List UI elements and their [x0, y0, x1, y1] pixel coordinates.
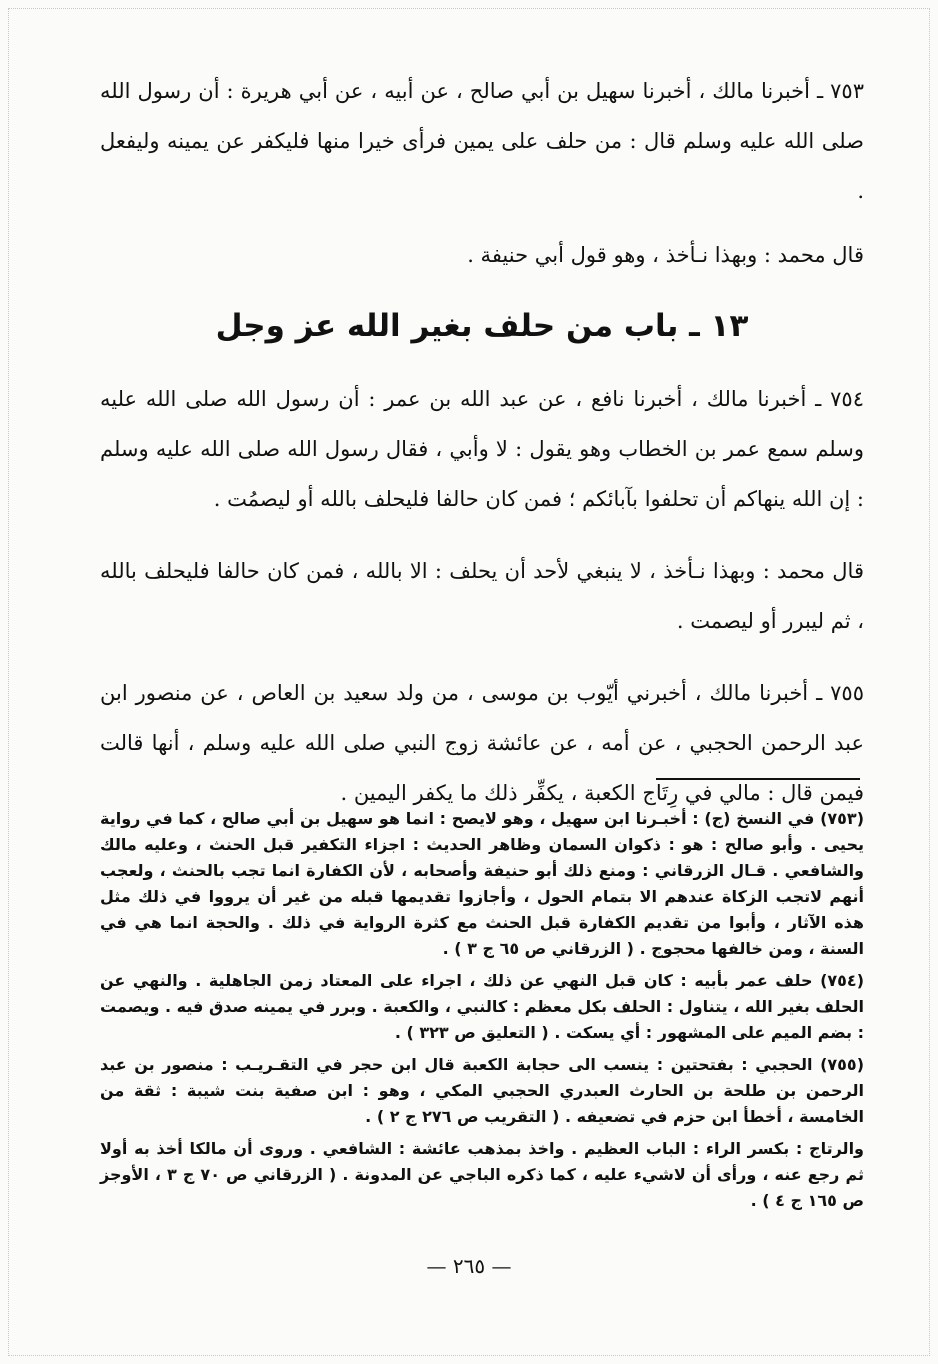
footnote-753: (٧٥٣) في النسخ (ج) : أخبـرنا ابن سهيل ، وهو لايصح : انما هو سهيل بن أبي صالح ، كما في رواية يحيى . وأبو صالح : هو : ذكوان السمان وظاهر الحديث : اجزاء التكفير قبل الحنث ، وعليه مالك والشافعي . قـال الزرقاني : ومنع ذلك أبو حنيفة وأصحابه ، لأن الكفارة انما تجب بالحنث ، ولعجب أنهم لاتجب الزكاة عندهم الا بتمام الحول ، وأجازوا تقديمها قبله من غير أن يرووا في ذلك مثل هذه الآثار ، وأبوا من تقديم الكفارة قبل الحنث مع كثرة الرواية في ذلك . والحجة انما هي في السنة ، ومن خالفها محجوج . ( الزرقاني ص ٦٥ ج ٣ ) . [100, 809, 864, 958]
footnotes [100, 806, 864, 1220]
footnote-755: (٧٥٥) الحجبي : بفتحتين : ينسب الى حجابة الكعبة قال ابن حجر في التقـريـب : منصور بن عبد الرحمن بن طلحة بن الحارث العبدري الحجبي المكي ، وهو : ابن صفية بنت شيبة : ثقة من الخامسة ، أخطأ ابن حزم في تضعيفه . ( التقريب ص ٢٧٦ ج ٢ ) . [100, 1055, 864, 1126]
footnote-755-continued: والرتاج : بكسر الراء : الباب العظيم . واخذ بمذهب عائشة : الشافعي . وروى أن مالكا أخذ به أولا ثم رجع عنه ، ورأى أن لاشيء عليه ، كما ذكره الباجي عن المدونة . ( الزرقاني ص ٧٠ ج ٣ ، الأوجز ص ١٦٥ ج ٤ ) . [100, 1139, 865, 1210]
chapter-heading: ١٣ ـ باب من حلف بغير الله عز وجل [215, 308, 749, 344]
commentary-754: قال محمد : وبهذا نـأخذ ، لا ينبغي لأحد أن يحلف : الا بالله ، فمن كان حالفا فليحلف بالله ، ثم ليبرر أو ليصمت . [100, 559, 864, 633]
hadith-754: ٧٥٤ ـ أخبرنا مالك ، أخبرنا نافع ، عن عبد الله بن عمر : أن رسول الله صلى الله عليه وسلم سمع عمر بن الخطاب وهو يقول : لا وأبي ، فقال رسول الله صلى الله عليه وسلم : إن الله ينهاكم أن تحلفوا بآبائكم ؛ فمن كان حالفا فليحلف بالله أو ليصمُت . [100, 387, 864, 511]
hadith-755: ٧٥٥ ـ أخبرنا مالك ، أخبرني أيّوب بن موسى ، من ولد سعيد بن العاص ، عن منصور ابن عبد الرحمن الحجبي ، عن أمه ، عن عائشة زوج النبي صلى الله عليه وسلم ، أنها قالت فيمن قال : مالي في رِتَاج الكعبة ، يكفِّر ذلك ما يكفر اليمين . [100, 681, 864, 805]
hadith-753: ٧٥٣ ـ أخبرنا مالك ، أخبرنا سهيل بن أبي صالح ، عن أبيه ، عن أبي هريرة : أن رسول الله صلى الله عليه وسلم قال : من حلف على يمين فرأى خيرا منها فليكفر عن يمينه وليفعل . [100, 79, 864, 203]
footnote-754: (٧٥٤) حلف عمر بأبيه : كان قبل النهي عن ذلك ، اجراء على المعتاد زمن الجاهلية . والنهي عن الحلف بغير الله ، يتناول : الحلف بكل معظم : كالنبي ، والكعبة . وبرر في يمينه صدق فيه . ويصمت : بضم الميم على المشهور : أي يسكت . ( التعليق ص ٣٢٣ ) . [100, 971, 864, 1042]
commentary-753: قال محمد : وبهذا نـأخذ ، وهو قول أبي حنيفة . [467, 243, 864, 267]
page-number: — ٢٦٥ — [426, 1254, 512, 1278]
main-text [100, 66, 864, 818]
footnote-divider [656, 778, 860, 780]
